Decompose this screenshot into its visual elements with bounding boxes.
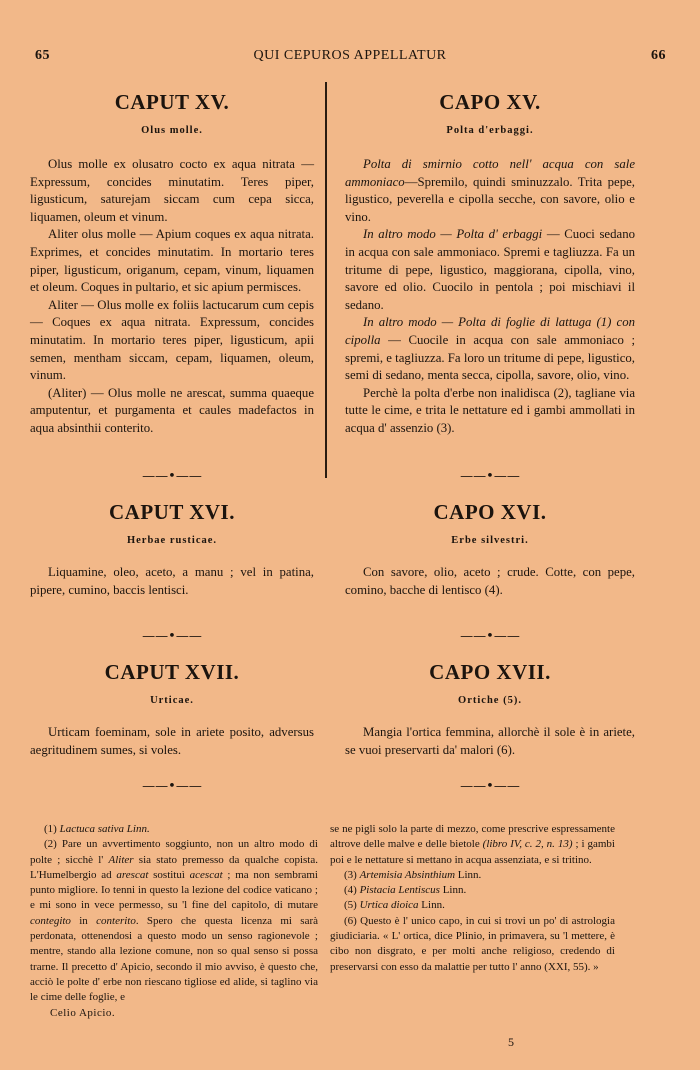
footnote-text: se ne pigli solo la parte di mezzo, come prescrive espressamente altrove delle malve e delle bietole <box>330 823 615 851</box>
recipe-title: Polta di smirnio cotto nell' acqua con sale ammoniaco <box>345 157 635 189</box>
capo-xvi-heading: CAPO XVI. <box>433 500 547 524</box>
footnote-term: conterito <box>96 914 136 927</box>
footnote-term: contegito <box>30 914 71 927</box>
capo-xvi-subtitle: Erbe silvestri. <box>451 535 529 546</box>
paragraph: Perchè la polta d'erbe non inalidisca (2), tagliane via tutte le cime, e trita le nettature ed i gambi ammollati in acqua d' assenzio (3). <box>345 385 635 435</box>
capo-xvii-heading: CAPO XVII. <box>429 660 551 684</box>
capo-xv-section <box>345 86 635 438</box>
paragraph <box>345 314 635 384</box>
section-separator: ——•—— <box>142 629 202 644</box>
caput-xvi-subtitle: Herbae rusticae. <box>126 535 218 546</box>
footnote-text: in <box>70 914 97 927</box>
capo-xv-text <box>345 156 635 438</box>
column-divider <box>325 82 327 478</box>
footnote-text: sostituì <box>148 868 190 881</box>
paragraph <box>345 156 635 226</box>
footnote-term: Pistacia Lentiscus <box>359 884 440 897</box>
capo-xvii-text <box>345 724 635 759</box>
recipe-text: — Cuoci sedano in acqua con sale ammoniaco. Spremi e tagliuzza. Fa un tritume di pepe, ligustico, maggiorana, cipolla, vino, savore ed olio. Cuocilo in pentola ; poi mischiavi il sedano. <box>345 227 635 312</box>
paragraph: Con savore, olio, aceto ; crude. Cotte, con pepe, comino, bacche di lentisco (4). <box>345 565 635 597</box>
recipe-text: —Spremilo, quindi sminuzzalo. Trita pepe, ligustico, peverella e cipolla secche, con savore, olio e vino. <box>345 174 635 224</box>
caput-xvii-section <box>30 660 314 759</box>
left-page-number: 65 <box>35 48 50 63</box>
footnote-term: Aliter <box>108 853 134 866</box>
section-separator: ——•—— <box>142 469 202 484</box>
capo-xvi-section <box>345 500 635 599</box>
footnote-text: (2) Pare un avvertimento soggiunto, non un altro modo di polte ; sicchè l' <box>30 838 318 866</box>
footnote-2-continued <box>330 822 615 868</box>
footnote-1 <box>30 822 318 837</box>
section-separator: ——•—— <box>460 469 520 484</box>
caput-xvi-text <box>30 564 314 599</box>
footnote-3 <box>330 868 615 883</box>
recipe-title: In altro modo — Polta di foglie di lattuga (1) con cipolla <box>345 315 635 347</box>
footnote-text: ; i gambi poi e le nettature si mettano in acqua assenziata, e si tritino. <box>330 838 615 866</box>
footnote-number: (5) <box>344 899 360 912</box>
paragraph: Olus molle ex olusatro cocto ex aqua nitrata — Expressum, concides minutatim. Teres piper, ligusticum, saturejam siccam cum cepa sicca, liquamen, oleum et vinum. <box>30 157 314 224</box>
paragraph: Mangia l'ortica femmina, allorchè il sole è in ariete, se vuoi preservarti da' malori (6). <box>345 725 635 757</box>
footnote-2 <box>30 837 318 1005</box>
capo-xv-subtitle: Polta d'erbaggi. <box>446 125 534 136</box>
section-separator: ——•—— <box>460 629 520 644</box>
running-head-title: QUI CEPUROS APPELLATUR <box>253 48 447 63</box>
capo-xv-heading: CAPO XV. <box>439 90 541 114</box>
footnote-text: Linn. <box>418 899 445 912</box>
footnote-5 <box>330 898 615 913</box>
footnote-6: (6) Questo è l' unico capo, in cui si trovi un po' di astrologia giudiciaria. « L' ortica, dice Plinio, in primavera, su 'l mettere, è cibo non disgrato, e per molti anche religioso, credendo di preservarsi con esso da malattie per tutto l' anno (XXI, 55). » <box>330 914 615 973</box>
paragraph: Liquamine, oleo, aceto, a manu ; vel in patina, pipere, cumino, baccis lentisci. <box>30 565 314 597</box>
recipe-text: — Cuocile in acqua con sale ammoniaco ; spremi, e tagliuzza. Fa loro un tritume di pepe, ligustico, semi di sedano, menta secca, cipolla, savore, olio, vino. <box>345 332 635 383</box>
paragraph: (Aliter) — Olus molle ne arescat, summa quaeque amputentur, et purgamenta et caules madefactos in aqua absinthii conterito. <box>30 385 314 435</box>
paragraph: Aliter olus molle — Apium coques ex aqua nitrata. Exprimes, et concides minutatim. In mortario teres piper, ligusticum, origanum, cepam, vinum, liquamen et oleum. Coques in pultario, et sic apium permisces. <box>30 227 314 295</box>
section-separator: ——•—— <box>460 779 520 794</box>
footnote-term: arescat <box>116 868 149 881</box>
footnote-term: acescat <box>189 868 223 881</box>
footnote-text: sia stato premesso da qualche copista. L'Humelbergio ad <box>30 853 318 881</box>
footnote-term: Artemisia Absinthium <box>359 868 456 881</box>
paragraph: Urticam foeminam, sole in ariete posito, adversus aegritudinem sumes, si voles. <box>30 725 314 757</box>
footnote-text: . Spero che questa licenza mi sarà perdonata, ottenendosi a questo modo un senso ragionevole ; mentre, stando alla lezione comune, non so qual senso si possa trarne. Il precetto d' Apicio, secondo il mio avviso, è questo che, acciò le polte d' erbe non riescano tigliose ed alide, si taglino via le cime delle foglie, e <box>30 914 318 1004</box>
footnote-text: ; ma non sembrami punto migliore. Io tenni in questo la lezione del codice vaticano ; e mi sono in vece permesso, su 'l fine del capitolo, di mutare <box>30 868 318 912</box>
footnote-number: (1) <box>44 823 57 835</box>
paragraph: Aliter — Olus molle ex foliis lactucarum cum cepis — Coques ex aqua nitrata. Expressum, concides minutatim. In mortario teres piper, ligusticum, apii semen, mentham siccam, cepam, liquamen, oleum, vinum. <box>30 297 314 383</box>
caput-xvii-text <box>30 724 314 759</box>
caput-xvii-heading: CAPUT XVII. <box>104 660 240 684</box>
sheet-number: 5 <box>508 1035 514 1049</box>
footnote-reference: (libro IV, c. 2, n. 13) <box>482 838 573 851</box>
caput-xv-subtitle: Olus molle. <box>141 125 203 136</box>
right-page-number: 66 <box>651 48 666 63</box>
footnote-number: (3) <box>344 868 360 881</box>
caput-xv-section <box>30 86 314 438</box>
footnote-4 <box>330 883 615 898</box>
footnote-text: Lactuca sativa Linn. <box>59 823 150 835</box>
caput-xv-text <box>30 156 314 438</box>
capo-xvi-text <box>345 564 635 599</box>
footnote-number: (4) <box>344 884 360 897</box>
footnote-text: Linn. <box>455 868 482 881</box>
caput-xvii-subtitle: Urticae. <box>150 695 194 706</box>
footnote-term: Urtica dioica <box>359 899 419 912</box>
footnotes-left <box>30 822 318 1021</box>
signature-line <box>30 1006 318 1021</box>
footnotes-right <box>330 822 615 975</box>
running-head <box>30 48 670 70</box>
paragraph <box>345 226 635 314</box>
printer-signature: Celio Apicio. <box>50 1006 116 1019</box>
recipe-title: In altro modo — Polta d' erbaggi <box>363 227 543 242</box>
capo-xvii-section <box>345 660 635 759</box>
caput-xvi-section <box>30 500 314 599</box>
footnote-text: Linn. <box>439 884 467 897</box>
section-separator: ——•—— <box>142 779 202 794</box>
caput-xvi-heading: CAPUT XVI. <box>109 500 235 524</box>
capo-xvii-subtitle: Ortiche (5). <box>458 695 522 706</box>
caput-xv-heading: CAPUT XV. <box>114 90 230 114</box>
